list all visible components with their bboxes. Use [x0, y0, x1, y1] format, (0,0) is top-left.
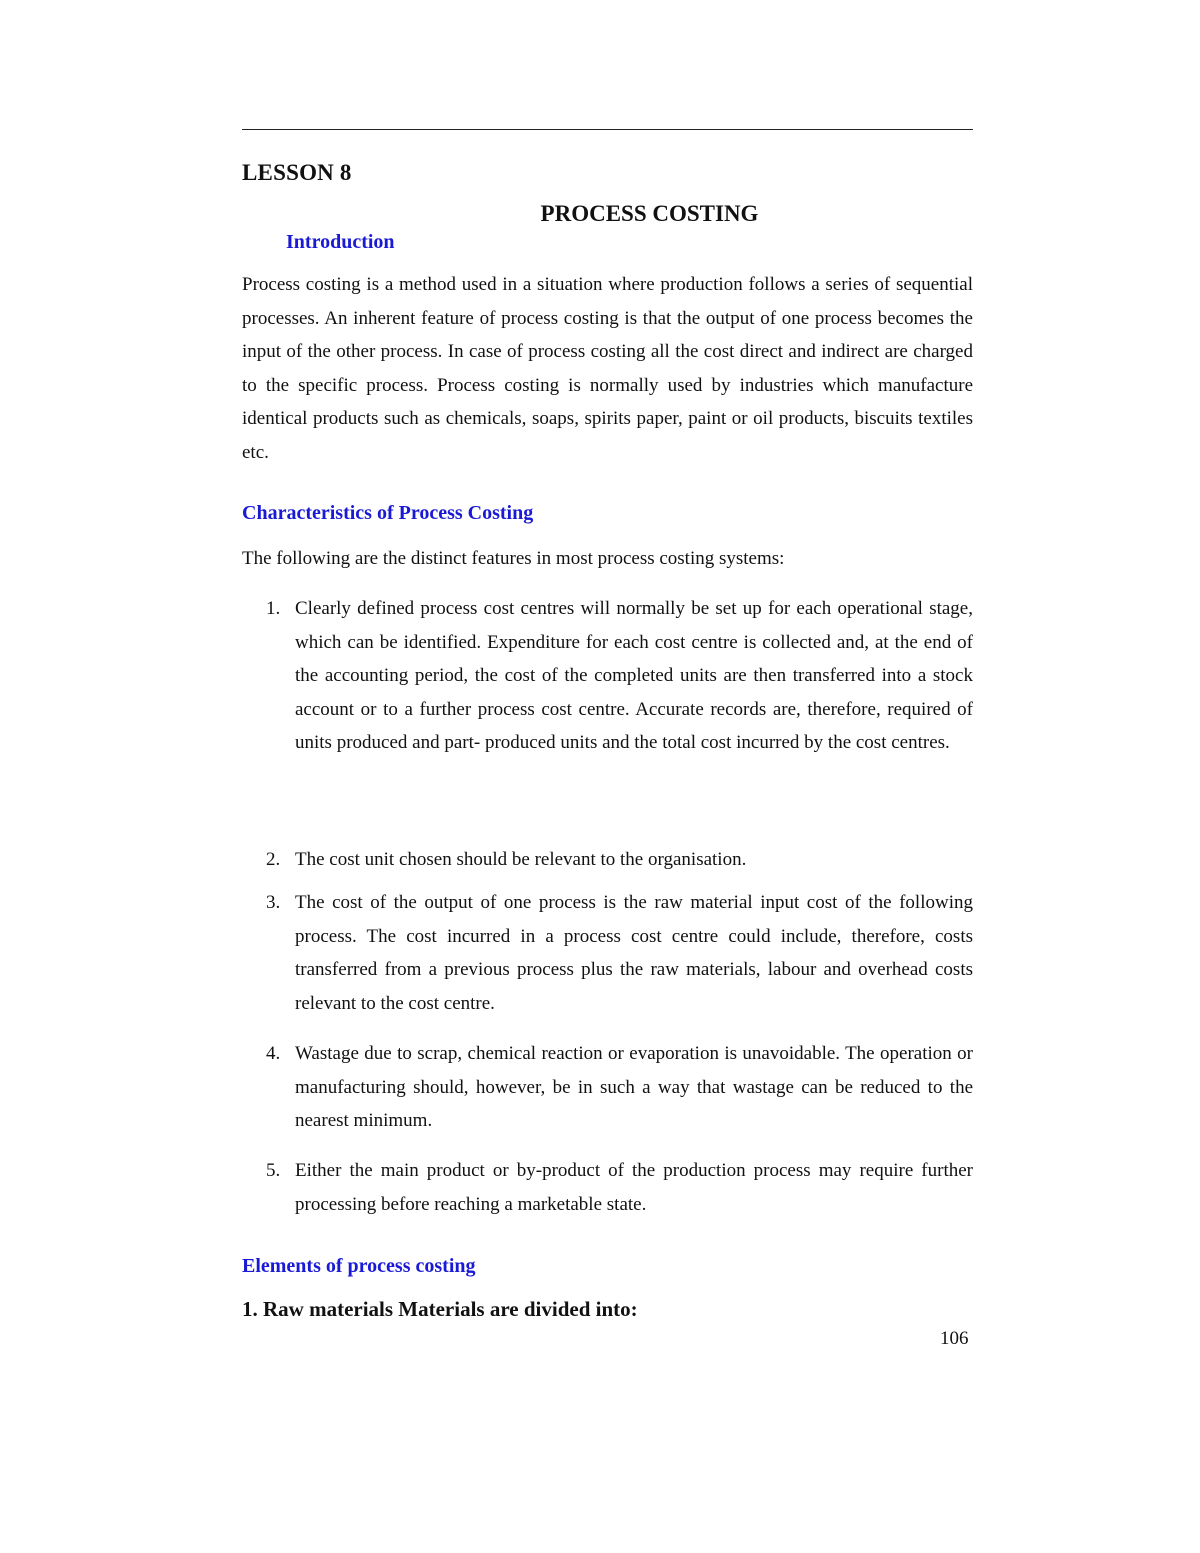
- list-item: [266, 1037, 973, 1138]
- list-item-text: Either the main product or by-product of the production process may require further processing before reaching a marketable state.: [295, 1160, 973, 1215]
- characteristics-heading: Characteristics of Process Costing: [242, 502, 534, 524]
- list-item: [266, 886, 973, 1020]
- list-item-number: 5.: [266, 1160, 281, 1181]
- introduction-heading: Introduction: [286, 231, 395, 253]
- list-item-text: Wastage due to scrap, chemical reaction or evaporation is unavoidable. The operation or manufacturing should, however, be in such a way that wastage can be reduced to the nearest minimum.: [295, 1043, 973, 1131]
- page-title: PROCESS COSTING: [540, 201, 759, 226]
- raw-materials-subheading: 1. Raw materials Materials are divided into:: [242, 1297, 638, 1321]
- list-item-text: Clearly defined process cost centres will normally be set up for each operational stage, which can be identified. Expenditure for each cost centre is collected and, at the end of the accounting period, the cost of the completed units are then transferred into a stock account or to a further process cost centre. Accurate records are, therefore, required of units produced and part- produced units and the total cost incurred by the cost centres.: [295, 598, 973, 753]
- characteristics-lead-in: The following are the distinct features in most process costing systems:: [242, 548, 785, 569]
- header-rule: [242, 129, 973, 130]
- list-item-text: The cost of the output of one process is the raw material input cost of the following process. The cost incurred in a process cost centre could include, therefore, costs transferred from a previous process plus the raw materials, labour and overhead costs relevant to the cost centre.: [295, 892, 973, 1014]
- list-item-number: 1.: [266, 598, 281, 619]
- list-item: [266, 592, 973, 760]
- introduction-paragraph: Process costing is a method used in a situation where production follows a series of sequential processes. An inherent feature of process costing is that the output of one process becomes the input of the other process. In case of process costing all the cost direct and indirect are charged to the specific process. Process costing is normally used by industries which manufacture identical products such as chemicals, soaps, spirits paper, paint or oil products, biscuits textiles etc.: [242, 274, 973, 463]
- list-item-number: 2.: [266, 849, 281, 870]
- list-item: [266, 1154, 973, 1221]
- list-item-number: 4.: [266, 1043, 281, 1064]
- page-number: 106: [940, 1328, 969, 1349]
- list-item-text: The cost unit chosen should be relevant to the organisation.: [295, 849, 747, 870]
- list-item-number: 3.: [266, 892, 281, 913]
- lesson-label: LESSON 8: [242, 160, 352, 185]
- list-item: [266, 843, 973, 877]
- elements-heading: Elements of process costing: [242, 1255, 476, 1277]
